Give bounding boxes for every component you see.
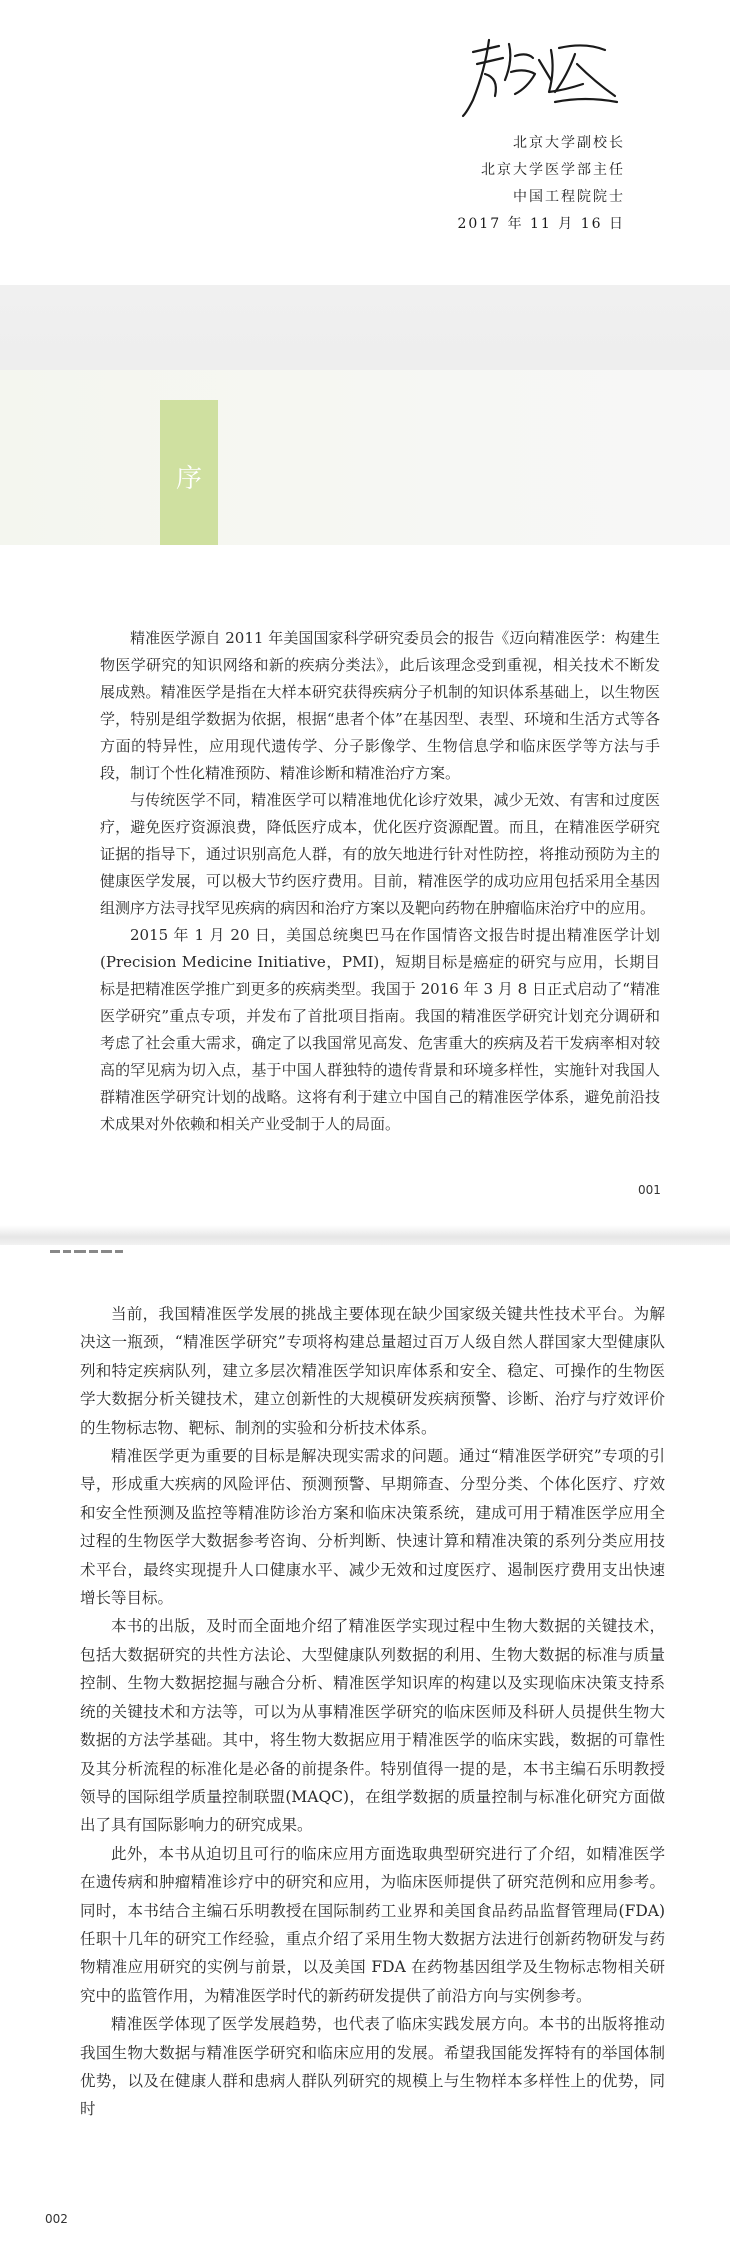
running-header-fragment bbox=[50, 1248, 130, 1256]
page-2-body bbox=[80, 1300, 665, 2124]
paragraph: 精准医学更为重要的目标是解决现实需求的问题。通过“精准医学研究”专项的引导，形成重大疾病的风险评估、预测预警、早期筛查、分型分类、个体化医疗、疗效和安全性预测及监控等精准防诊治方案和临床决策系统，建成可用于精准医学应用全过程的生物医学大数据参考咨询、分析判断、快速计算和精准决策的系列分类应用技术平台，最终实现提升人口健康水平、减少无效和过度医疗、遏制医疗费用支出快速增长等目标。 bbox=[80, 1447, 665, 1608]
signature-line: 北京大学医学部主任 bbox=[481, 162, 625, 178]
paragraph: 当前，我国精准医学发展的挑战主要体现在缺少国家级关键共性技术平台。为解决这一瓶颈，“精准医学研究”专项将构建总量超过百万人级自然人群国家大型健康队列和特定疾病队列，建立多层次精准医学知识库体系和安全、稳定、可操作的生物医学大数据分析关键技术，建立创新性的大规模研发疾病预警、诊断、治疗与疗效评价的生物标志物、靶标、制剂的实验和分析技术体系。 bbox=[80, 1305, 665, 1437]
paragraph: 此外，本书从迫切且可行的临床应用方面选取典型研究进行了介绍，如精准医学在遗传病和肿瘤精准诊疗中的研究和应用，为临床医师提供了研究范例和应用参考。同时，本书结合主编石乐明教授在国际制药工业界和美国食品药品监督管理局(FDA)任职十几年的研究工作经验，重点介绍了采用生物大数据方法进行创新药物研发与药物精准应用研究的实例与前景，以及美国 FDA 在药物基因组学及生物标志物相关研究中的监管作用，为精准医学时代的新药研发提供了前沿方向与实例参考。 bbox=[80, 1844, 665, 2005]
page-number: 002 bbox=[45, 2212, 68, 2226]
paragraph: 精准医学源自 2011 年美国国家科学研究委员会的报告《迈向精准医学：构建生物医学研究的知识网络和新的疾病分类法》，此后该理念受到重视，相关技术不断发展成熟。精准医学是指在大样本研究获得疾病分子机制的知识体系基础上，以生物医学，特别是组学数据为依据，根据“患者个体”在基因型、表型、环境和生活方式等各方面的特异性，应用现代遗传学、分子影像学、生物信息学和临床医学等方法与手段，制订个性化精准预防、精准诊断和精准治疗方案。 bbox=[100, 629, 660, 782]
paragraph: 本书的出版，及时而全面地介绍了精准医学实现过程中生物大数据的关键技术，包括大数据研究的共性方法论、大型健康队列数据的利用、生物大数据的标准与质量控制、生物大数据挖掘与融合分析、精准医学知识库的构建以及实现临床决策支持系统的关键技术和方法等，可以为从事精准医学研究的临床医师及科研人员提供生物大数据的方法学基础。其中，将生物大数据应用于精准医学的临床实践，数据的可靠性及其分析流程的标准化是必备的前提条件。特别值得一提的是，本书主编石乐明教授领导的国际组学质量控制联盟(MAQC)，在组学数据的质量控制与标准化研究方面做出了具有国际影响力的研究成果。 bbox=[80, 1617, 665, 1835]
page-separator bbox=[0, 1225, 730, 1245]
handwritten-signature-icon bbox=[455, 30, 625, 120]
header-band-lower bbox=[0, 370, 730, 545]
paragraph: 精准医学体现了医学发展趋势，也代表了临床实践发展方向。本书的出版将推动我国生物大数据与精准医学研究和临床应用的发展。希望我国能发挥特有的举国体制优势，以及在健康人群和患病人群队列研究的规模上与生物样本多样性上的优势，同时 bbox=[80, 2015, 665, 2119]
signature-line: 中国工程院院士 bbox=[513, 189, 625, 205]
page-1-body bbox=[100, 625, 660, 1138]
signature-line: 北京大学副校长 bbox=[513, 135, 625, 151]
page-number: 001 bbox=[638, 1183, 661, 1197]
signature-block bbox=[0, 0, 730, 265]
paragraph: 2015 年 1 月 20 日，美国总统奥巴马在作国情咨文报告时提出精准医学计划(Precision Medicine Initiative，PMI)，短期目标是癌症的研究与应用，长期目标是把精准医学推广到更多的疾病类型。我国于 2016 年 3 月 8 日正式启动了“精准医学研究”重点专项，并发布了首批项目指南。我国的精准医学研究计划充分调研和考虑了社会重大需求，确定了以我国常见高发、危害重大的疾病及若干发病率相对较高的罕见病为切入点，基于中国人群独特的遗传背景和环境多样性，实施针对我国人群精准医学研究计划的战略。这将有利于建立中国自己的精准医学体系，避免前沿技术成果对外依赖和相关产业受制于人的局面。 bbox=[100, 926, 660, 1133]
section-title-tab bbox=[160, 400, 218, 545]
signature-date: 2017 年 11 月 16 日 bbox=[457, 216, 625, 232]
section-header-band bbox=[0, 285, 730, 545]
paragraph: 与传统医学不同，精准医学可以精准地优化诊疗效果，减少无效、有害和过度医疗，避免医疗资源浪费，降低医疗成本，优化医疗资源配置。而且，在精准医学研究证据的指导下，通过识别高危人群，有的放矢地进行针对性防控，将推动预防为主的健康医学发展，可以极大节约医疗费用。目前，精准医学的成功应用包括采用全基因组测序方法寻找罕见疾病的病因和治疗方案以及靶向药物在肿瘤临床治疗中的应用。 bbox=[100, 791, 660, 917]
section-title: 序 bbox=[175, 464, 202, 494]
